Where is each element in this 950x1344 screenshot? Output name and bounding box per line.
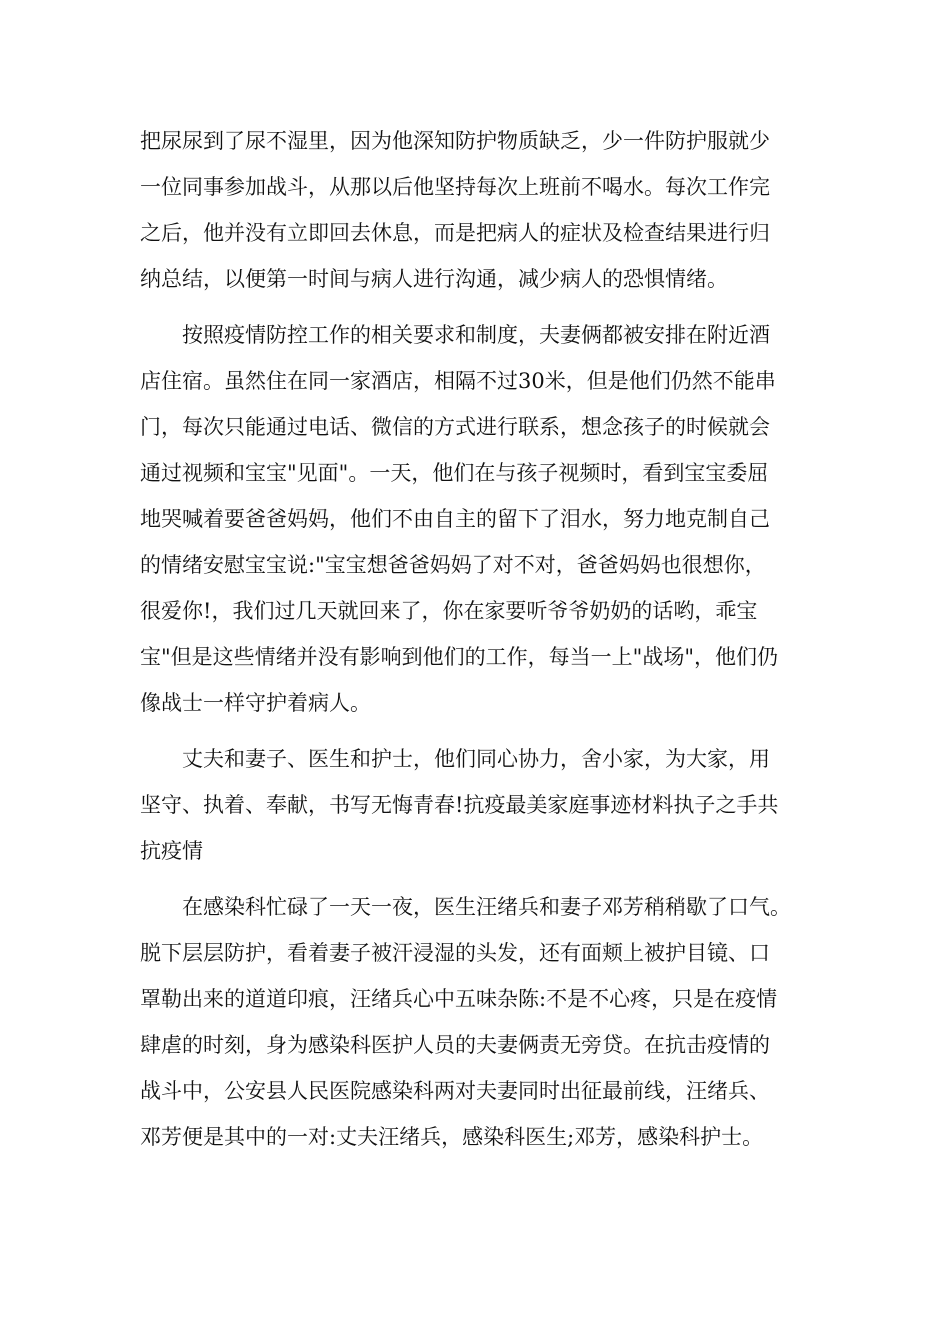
- text-line: 肆虐的时刻，身为感染科医护人员的夫妻俩责无旁贷。在抗击疫情的: [140, 1033, 770, 1057]
- text-line: 把尿尿到了尿不湿里，因为他深知防护物质缺乏，少一件防护服就少: [140, 129, 770, 153]
- text-line: 地哭喊着要爸爸妈妈，他们不由自主的留下了泪水，努力地克制自己: [140, 507, 770, 531]
- text-line: 一位同事参加战斗，从那以后他坚持每次上班前不喝水。每次工作完: [140, 175, 770, 199]
- text-line: 通过视频和宝宝"见面"。一天，他们在与孩子视频时，看到宝宝委屈: [140, 461, 769, 485]
- text-line: 抗疫情: [140, 839, 203, 863]
- text-line: 战斗中，公安县人民医院感染科两对夫妻同时出征最前线，汪绪兵、: [140, 1079, 770, 1103]
- paragraph: [140, 736, 840, 874]
- text-line: 脱下层层防护，看着妻子被汗浸湿的头发，还有面颊上被护目镜、口: [140, 941, 770, 965]
- body-text: [140, 118, 840, 1160]
- text-line: 邓芳便是其中的一对:丈夫汪绪兵，感染科医生;邓芳，感染科护士。: [140, 1125, 764, 1149]
- text-line: 在感染科忙碌了一天一夜，医生汪绪兵和妻子邓芳稍稍歇了口气。: [140, 895, 791, 919]
- text-line: 之后，他并没有立即回去休息，而是把病人的症状及检查结果进行归: [140, 221, 770, 245]
- text-line: 店住宿。虽然住在同一家酒店，相隔不过30米，但是他们仍然不能串: [140, 369, 776, 393]
- text-line: 很爱你!，我们过几天就回来了，你在家要听爷爷奶奶的话哟，乖宝: [140, 599, 758, 623]
- text-line: 宝"但是这些情绪并没有影响到他们的工作，每当一上"战场"，他们仍: [140, 645, 778, 669]
- text-line: 纳总结，以便第一时间与病人进行沟通，减少病人的恐惧情绪。: [140, 267, 728, 291]
- text-line: 像战士一样守护着病人。: [140, 691, 371, 715]
- paragraph: [140, 118, 840, 302]
- paragraph: [140, 884, 840, 1160]
- paragraph-gap: [140, 726, 840, 736]
- text-line: 丈夫和妻子、医生和护士，他们同心协力，舍小家，为大家，用: [140, 747, 770, 771]
- paragraph-gap: [140, 302, 840, 312]
- text-line: 按照疫情防控工作的相关要求和制度，夫妻俩都被安排在附近酒: [140, 323, 770, 347]
- text-line: 门，每次只能通过电话、微信的方式进行联系，想念孩子的时候就会: [140, 415, 770, 439]
- text-line: 坚守、执着、奉献，书写无悔青春!抗疫最美家庭事迹材料执子之手共: [140, 793, 779, 817]
- paragraph-gap: [140, 874, 840, 884]
- paragraph: [140, 312, 840, 726]
- text-line: 罩勒出来的道道印痕，汪绪兵心中五味杂陈:不是不心疼，只是在疫情: [140, 987, 778, 1011]
- text-line: 的情绪安慰宝宝说:"宝宝想爸爸妈妈了对不对，爸爸妈妈也很想你，: [140, 553, 766, 577]
